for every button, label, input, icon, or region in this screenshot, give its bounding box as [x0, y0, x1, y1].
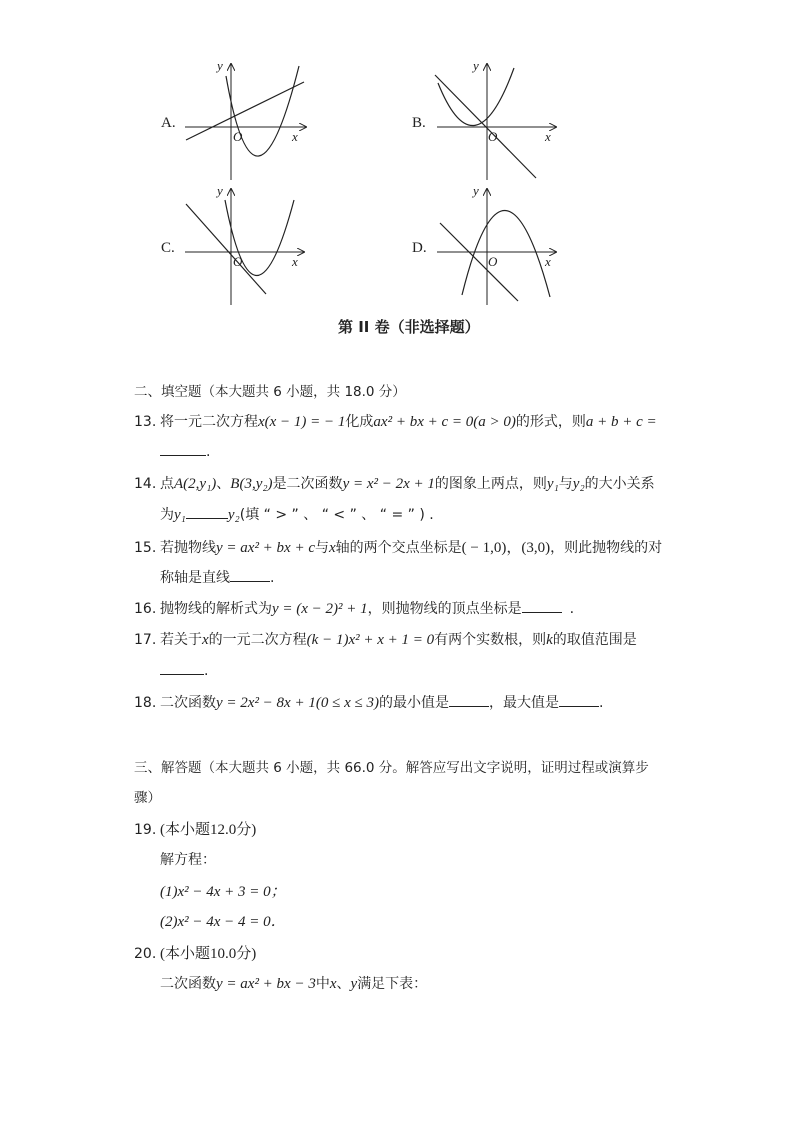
origin-label: O	[233, 254, 243, 269]
question-13: 13. 将一元二次方程x(x − 1) = − 1化成ax² + bx + c = 0(a > 0)的形式，则a + b + c =	[134, 414, 657, 430]
question-number: 14.	[134, 476, 157, 492]
graph-option-c	[180, 183, 310, 308]
section-fill-in-title: 二、填空题（本大题共 6 小题，共 18.0 分）	[134, 384, 406, 400]
question-number: 16.	[134, 601, 157, 617]
question-19-part-2: (2)x² − 4x − 4 = 0．	[160, 914, 286, 930]
option-c-label: C.	[161, 240, 175, 256]
y-axis-label: y	[473, 183, 479, 198]
question-number: 19.	[134, 822, 157, 838]
answer-blank[interactable]	[522, 598, 562, 613]
parabola-curve	[462, 210, 550, 297]
question-13-answer-line: .	[160, 441, 210, 460]
question-19-part-1: (1)x² − 4x + 3 = 0；	[160, 884, 286, 900]
y-axis-label: y	[217, 183, 223, 198]
x-axis-label: x	[545, 129, 551, 144]
answer-blank[interactable]	[230, 567, 270, 582]
part2-title: 第 II 卷（非选择题）	[338, 318, 480, 336]
x-axis-label: x	[292, 254, 298, 269]
question-16: 16. 抛物线的解析式为y = (x − 2)² + 1，则抛物线的顶点坐标是 .	[134, 598, 574, 618]
x-axis-label: x	[292, 129, 298, 144]
graph-option-a	[180, 58, 310, 183]
question-number: 13.	[134, 414, 157, 430]
option-d-label: D.	[412, 240, 427, 256]
straight-line	[186, 204, 266, 294]
question-18: 18. 二次函数y = 2x² − 8x + 1(0 ≤ x ≤ 3)的最小值是 ，最大值是 .	[134, 692, 603, 712]
option-b-label: B.	[412, 115, 426, 131]
question-19-header: 19. (本小题12.0分)	[134, 822, 257, 838]
question-15: 15. 若抛物线y = ax² + bx + c与x轴的两个交点坐标是( − 1,0)，(3,0)，则此抛物线的对	[134, 540, 663, 556]
answer-blank[interactable]	[559, 692, 599, 707]
option-a-label: A.	[161, 115, 176, 131]
question-19-prompt: 解方程：	[160, 852, 216, 868]
origin-label: O	[233, 129, 243, 144]
question-14-line-2: 为y₁ y₂(填 “ > ” 、 “ < ” 、 “ = ” ) .	[160, 504, 434, 524]
question-number: 17.	[134, 632, 157, 648]
straight-line	[440, 223, 518, 301]
question-14: 14. 点A(2,y₁)、B(3,y₂)是二次函数y = x² − 2x + 1的图象上两点，则y₁与y₂的大小关系	[134, 476, 655, 492]
answer-blank[interactable]	[160, 660, 204, 675]
section-solution-title: 三、解答题（本大题共 6 小题，共 66.0 分。解答应写出文字说明，证明过程或演算步	[134, 760, 649, 776]
question-number: 15.	[134, 540, 157, 556]
question-17: 17. 若关于x的一元二次方程(k − 1)x² + x + 1 = 0有两个实数根，则k的取值范围是	[134, 632, 637, 648]
question-17-answer-line: .	[160, 660, 208, 679]
question-15-line-2: 称轴是直线 .	[160, 567, 274, 587]
graph-option-b	[432, 58, 562, 183]
question-number: 18.	[134, 695, 157, 711]
y-axis-label: y	[217, 58, 223, 73]
origin-label: O	[488, 129, 498, 144]
x-axis-label: x	[545, 254, 551, 269]
section-solution-title-continued: 骤）	[134, 790, 161, 806]
y-axis-label: y	[473, 58, 479, 73]
answer-blank[interactable]	[449, 692, 489, 707]
answer-blank[interactable]	[186, 504, 228, 519]
question-20-header: 20. (本小题10.0分)	[134, 946, 257, 962]
answer-blank[interactable]	[160, 441, 206, 456]
graph-option-d	[432, 183, 562, 308]
question-number: 20.	[134, 946, 157, 962]
question-20-text: 二次函数y = ax² + bx − 3中x、y满足下表：	[160, 976, 428, 992]
origin-label: O	[488, 254, 498, 269]
